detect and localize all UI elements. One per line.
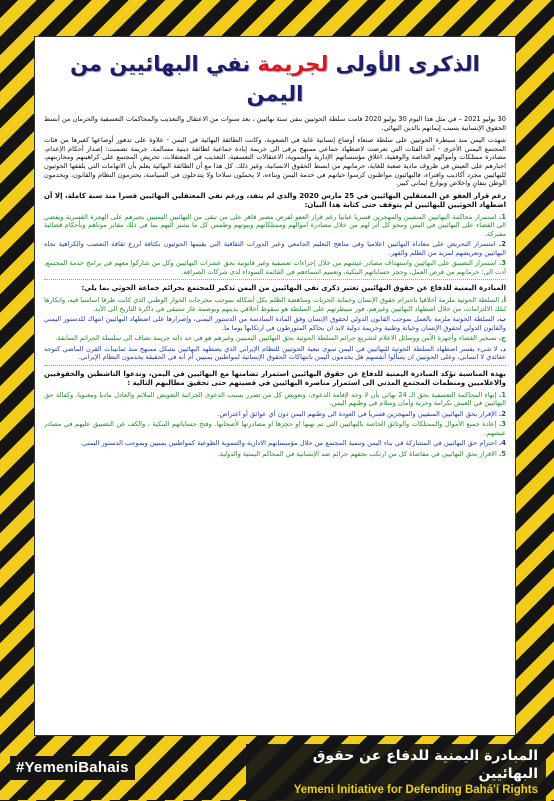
organization-signature [246,744,546,801]
list-item: 2. الإقرار بحق البهائيين المنفيين والمهجرين قسريا في العودة الى وطنهم اليمن دون أي عوائق أو اعتراض. [217,409,506,418]
context-paragraph: شهدت اليمن منذ سيطرة الحوثيين على سلطة صنعاء أوضاع إنسانية غاية في الصعوبة، وكانت الطائفة البهائية في اليمن - علاوة على تدهور أوضاعها كغيرها من فئات المجتمع اليمني الأخرى - أحد الفئات التي تعرضت لاضطهاد جماعي ممنهج يرقى الى جريمة إبادة جماعية لطائفة دينية مسالمة. جريمة تضمنت: إصدار أحكام الإعدام، مصادرة ممتلكات وأموالهم الخاصة والوقفية، اغلاق مؤسساتهم الإدارية والتنموية، الاعتقالات التعسفية، التعذيب في المعتقلات، تحريض المجتمع على كراهيتهم ومحاربتهم، اجبارهم على العيش في ظروف مادية صعبة للغاية، حرمانهم من ابسط الحقوق الانسانية، وغير ذلك. كل هذا مع أن الطائفة البهائية يعلم بأن الاتهامات التي يلفقها الحوثيون للبهائيين مجرد أكاذيب وافتراء، فالبهائيون مواطنون كرسوا حياتهم في خدمة اليمن وبناءه، لا يحملون سلاحا ولا يتدخلون في السياسة، يحترمون النظام والقانون، ويخدمون الوطن بتفانٍ واخلاص وبوازع ايماني كبير. [44,136,506,188]
list-item: 3. إعادة جميع الأموال والممتلكات والوثائق الخاصة بالبهائيين التي تم نهبها او حجزها او مصادرتها لأصحابها. وفتح حساباتهم البنكية ، والكف عن التضييق عليهم في مصادر عيشهم. [44,420,506,437]
list-item: 3. استمرار التضييق على البهائيين واستهداف مصادر عيشهم من خلال إجراءات تعسفية وغير قانونية بحق عشرات البهائيين وكل من شاركوا معهم في برامج خدمة المجتمع، أدت الى: حرمانهم من فرص العمل، وحجز حساباتهم البنكية، وتعميم اسماءهم في القائمة السوداء لدى شركات الصرافة. [44,259,506,276]
list-item: د. لا شيء يفسر اضطهاد السلطة الحوثية للبهائيين في اليمن سوى تبعية الحوثيين للنظام الإيراني الذي يضطهد البهائيين بشكل ممنهج منذ ثمانينات القرن الماضي كتوجه عقائدي لا انساني، وعلى الحوثيين ان يسألوا أنفسهم هل يخدمون اليمن بانتهاكات الحقوق الإنسانية لمواطنين يمنيين أم أنه في الحقيقة يخدمون النظام الإيراني. [44,344,506,362]
hashtag-label: #YemeniBahais [10,756,135,780]
list-item: 1. استمرار محاكمة البهائيين المنفيين والمهجرين قسريا غيابيا رغم قرار العفو لفرض مصير قاهر على من تبقى من البهائيين اليمنيين يجبرهم على الهجرة القسرية ويفضي الى القضاء على البهائيين في اليمن ومحو كل أثر لهم من خلال مصادرة اموالهم وممتلكاتهم وبيوتهم وطمس كل ما يشير اليهم بما في ذلك مقابر موتاهم وبأحكام قضائية مفبركة. [44,212,506,238]
section-3-lead: بهذه المناسبة تؤكد المبادرة اليمنية للدفاع عن حقوق البهائيين استمرار تضامنها مع البهائيين في اليمن، وتدعوا الناشطين والحقوقيين والاعلاميين ومنظمات المجتمع المدني الى استمرار مناصرة البهائيين في قضيتهم حتى تحقيق مطالبهم التالية : [44,369,506,387]
section-2-list [44,296,506,362]
list-item: 2. استمرار التحريض على معاداة البهائيين اعلاميا وفي مناهج التعليم الجامعي وعبر الدورات الثقافية التي يقيمها الحوثيون بكثافة لزرع ثقافة التعصب والكراهية تجاه البهائيين وتعريضهم لمزيد من الظلم والقهر. [44,240,506,257]
section-3-list [44,391,506,459]
section-1-lead: رغم قرار العفو عن المعتقلين البهائيين في 25 مارس 2020 والذي لم ينفذ، ورغم نفي المعتقلين البهائيين قسرا منذ سنة كاملة، إلا أن اضطهاد الحوثيين للبهائيين لم يتوقف حتى كتابة هذا البيان: [44,191,506,209]
page-title [44,49,506,109]
divider [44,279,506,280]
list-item: 5. الاقرار بحق البهائيين في مقاضاة كل من ارتكب بحقهم جرائم ضد الإنسانية في المحاكم اليمنية والدولية. [217,449,506,458]
title-part-2: لجريمة [257,52,329,76]
section-1-list [44,213,506,277]
list-item: ب. السلطة الحوثية ملزمة بالعمل بموجب القانون الدولي لحقوق الإنسان وفق المادة السادسة من الدستور اليمني، وإصرارها على اضطهاد البهائيين انتهاك للدستور اليمني والقانون الدولي لحقوق الإنسان وخيانة وطنية وجريمة دولية لابد ان يحاكم المتورطون في ارتكابها يوما ما. [44,315,506,332]
title-part-1: الذكرى الأولى [335,52,480,76]
divider [44,365,506,366]
org-name-english: Yemeni Initiative for Defending Bahá'í Rights [293,784,538,796]
list-item: ج. تسخير القضاء وأجهزة الأمن ووسائل الاعلام لتشريع جرائم السلطة الحوثية بحق البهائيين اليمنيين وغيرهم هو في حد ذاته جريمة تضاف الى سلسلة الجرائم السابقة. [55,334,506,343]
org-name-arabic: المبادرة اليمنية للدفاع عن حقوق البهائيين [312,748,538,782]
list-item: 1. إنهاء المحاكمة التعسفية بحق الـ 24 بهائي بأن لا وجه لإقامة الدعوى، وتعويض كل من تضرر بسبب الدعوى الجزائية التعويض الملائم والعادل ماديا ومعنويا، وكفالة حق البهائيين في العيش بكرامة وحرية وأمان وسلام في وطنهم اليمن. [44,390,506,408]
title-part-3: نفي البهائيين من اليمن [70,52,304,106]
list-item: أ. السلطة الحوثية ملزمة أخلاقيا باحترام حقوق الإنسان وحماية الحريات ومناهضة الظلم بكل أشكاله بموجب مخرجات الحوار الوطني الذي كانت طرفا اساسيا فيه، وانكارها لتلك الالتزامات، من خلال اضطهاد البهائيين وغيرهم، فور سيطرتهم على السلطة هو سقوط أخلاقي يدينهم ويوصمة عار ستبقى في ذاكرة التاريخ الى الأبد. [44,296,506,313]
statement-poster [34,36,516,736]
section-2-lead: المبادرة اليمنية للدفاع عن حقوق البهائيين تعتبر ذكرى نفي البهائيين من اليمن تذكير للمجتمع بجرائم جماعة الحوثي بما يلي: [81,284,506,293]
intro-paragraph: 30 يوليو 2021 – في مثل هذا اليوم 30 يوليو 2020 قامت سلطة الحوثيين بنفي ستة بهائيين ، بعد سنوات من الاعتقال والتعذيب والمحاكمات التعسفية والحرمان من أبسط الحقوق الإنسانية بسبب إيمانهم بالدين البهائي. [44,115,506,132]
list-item: 4. احترام حق البهائيين في المشاركة في بناء اليمن وتنمية المجتمع من خلال مؤسساتهم الادارية والتنموية الطوعية كمواطنين يمنيين وبموجب الدستور اليمني. [80,439,506,448]
